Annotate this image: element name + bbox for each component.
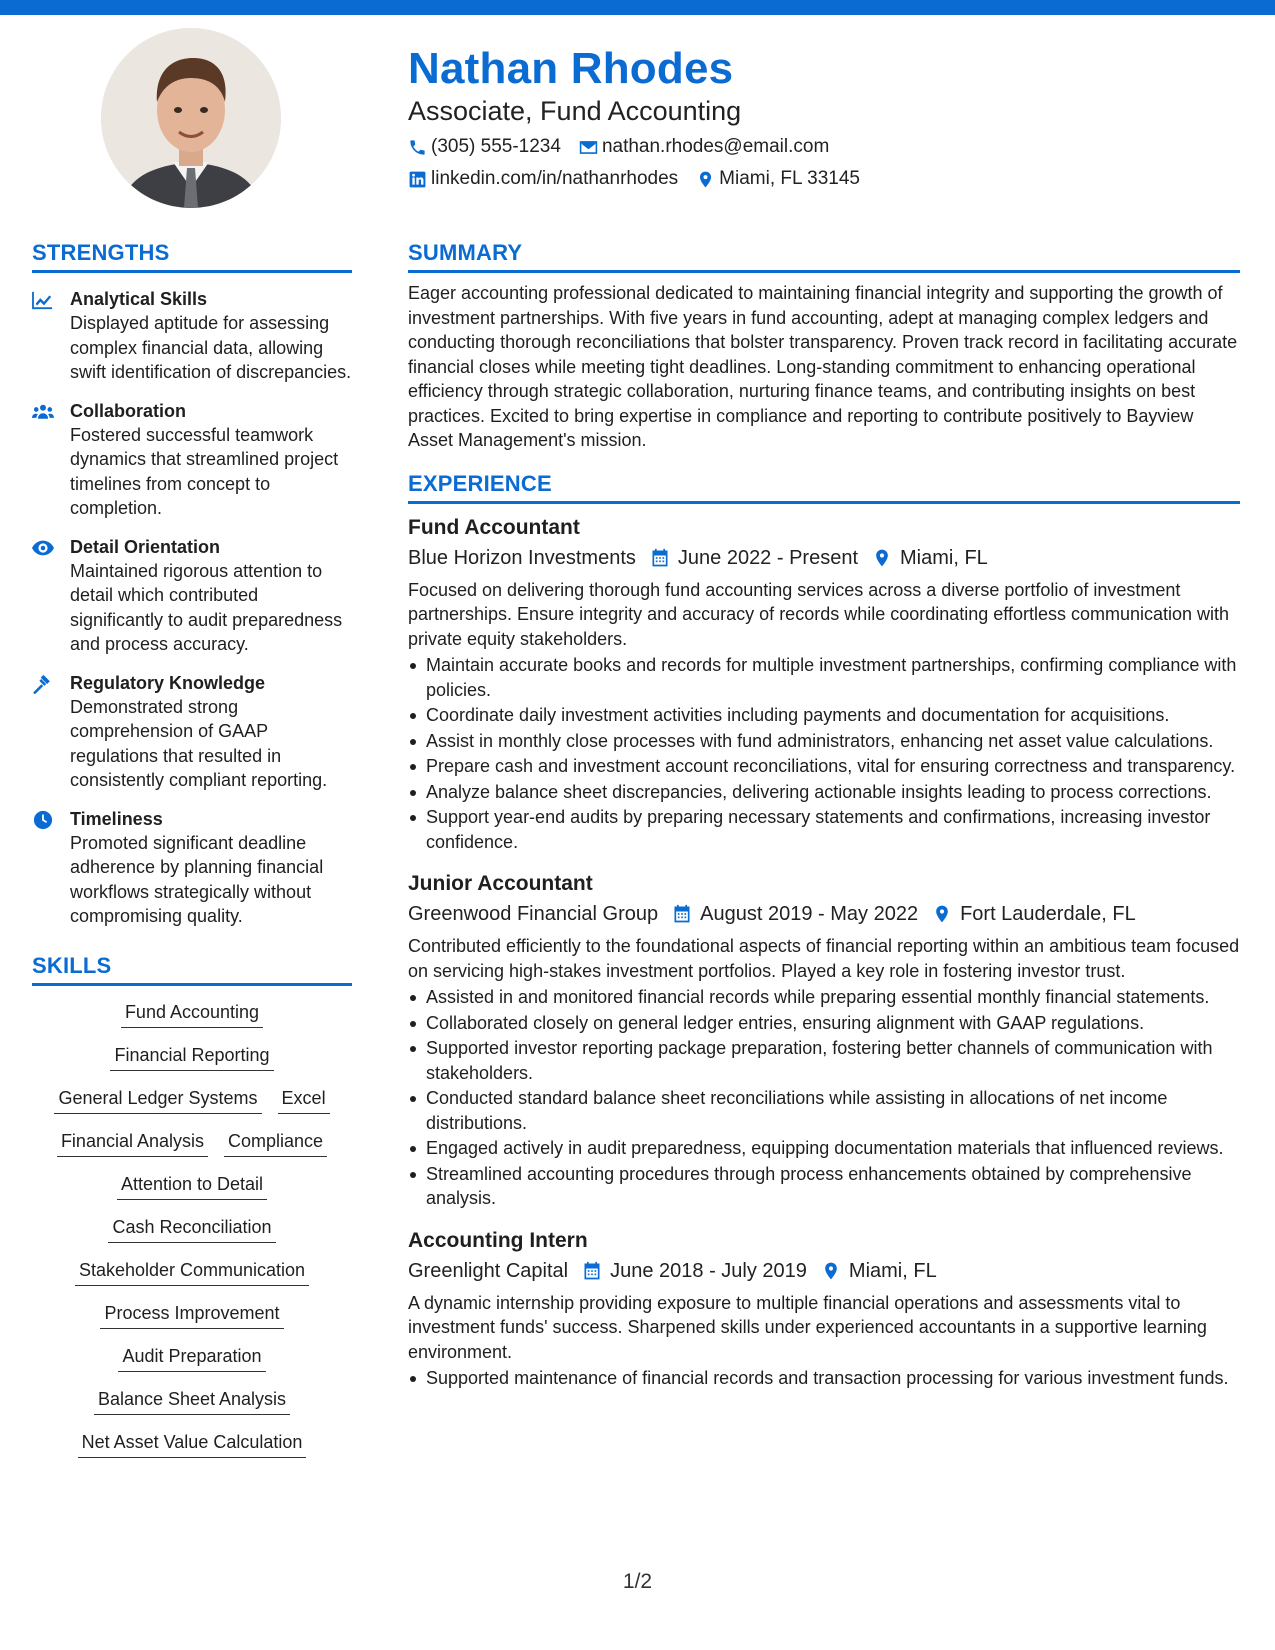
list-item: Engaged actively in audit preparedness, equipping documentation materials that influenced reviews.: [408, 1136, 1240, 1161]
chart-line-icon: [32, 290, 54, 310]
job-location: Miami, FL: [900, 546, 988, 569]
map-pin-icon: [872, 548, 892, 568]
job-location: Miami, FL: [848, 1259, 937, 1282]
list-item: Assist in monthly close processes with fund administrators, enhancing net asset value calculations.: [408, 729, 1240, 754]
eye-icon: [32, 538, 54, 558]
candidate-name: Nathan Rhodes: [408, 44, 734, 93]
job-bullets: [408, 653, 1240, 854]
left-column: [32, 238, 352, 1473]
skill-tag: Compliance: [224, 1129, 327, 1157]
map-pin-icon: [696, 170, 715, 189]
skill-tag: Financial Reporting: [110, 1043, 273, 1071]
map-pin-icon: [932, 904, 952, 924]
linkedin-text: linkedin.com/in/nathanrhodes: [431, 168, 679, 189]
top-accent-bar: [0, 0, 1275, 15]
profile-photo-illustration: [101, 28, 281, 208]
skill-row: [67, 1258, 317, 1286]
strength-desc: Fostered successful teamwork dynamics that streamlined project timelines from concept to completion.: [70, 424, 339, 518]
skill-tag: General Ledger Systems: [54, 1086, 261, 1114]
experience-heading: EXPERIENCE: [408, 469, 1240, 504]
profile-photo: [101, 28, 281, 208]
job-dates: June 2018 - July 2019: [610, 1259, 807, 1282]
job-title: Junior Accountant: [408, 872, 593, 895]
phone-item[interactable]: [408, 134, 561, 160]
list-item: Streamlined accounting procedures through process enhancements obtained by comprehensive analysis.: [408, 1162, 1240, 1211]
contact-row-1: [408, 134, 1248, 160]
strength-title: Analytical Skills: [70, 289, 208, 309]
skill-row: [86, 1387, 298, 1415]
phone-icon: [408, 138, 427, 157]
phone-text: (305) 555-1234: [431, 136, 561, 157]
list-item: Collaborated closely on general ledger entries, ensuring alignment with GAAP regulations.: [408, 1011, 1240, 1036]
list-item: Supported investor reporting package preparation, fostering better channels of communication with stakeholders.: [408, 1036, 1240, 1085]
job-entry: [408, 1227, 1240, 1391]
skill-tag: Financial Analysis: [57, 1129, 208, 1157]
job-meta: [408, 1257, 1240, 1285]
strength-item: [32, 807, 352, 929]
list-item: Support year-end audits by preparing necessary statements and confirmations, increasing investor confidence.: [408, 805, 1240, 854]
list-item: Maintain accurate books and records for multiple investment partnerships, confirming compliance with policies.: [408, 653, 1240, 702]
strength-item: [32, 535, 352, 657]
summary-heading: SUMMARY: [408, 238, 1240, 273]
skill-row: [92, 1301, 291, 1329]
candidate-title: Associate, Fund Accounting: [408, 96, 742, 126]
skills-heading: SKILLS: [32, 951, 352, 986]
strength-title: Regulatory Knowledge: [70, 672, 266, 693]
skills-list: [32, 1000, 352, 1473]
skill-tag: Balance Sheet Analysis: [94, 1387, 290, 1415]
list-item: Conducted standard balance sheet reconciliations while assisting in allocations of net income distributions.: [408, 1086, 1240, 1135]
job-dates: June 2022 - Present: [677, 546, 859, 569]
calendar-icon: [650, 548, 670, 568]
list-item: Prepare cash and investment account reconciliations, vital for ensuring correctness and transparency.: [408, 754, 1240, 779]
skill-tag: Cash Reconciliation: [108, 1215, 275, 1243]
job-bullets: [408, 1366, 1240, 1391]
email-item[interactable]: [579, 134, 829, 160]
job-description: Contributed efficiently to the foundational aspects of financial reporting within an ambitious team focused on servicing high-stakes investment portfolios. Played a key role in fostering investor trust.: [408, 936, 1240, 981]
list-item: Supported maintenance of financial records and transaction processing for various investment funds.: [408, 1366, 1240, 1391]
job-meta: [408, 900, 1240, 928]
job-company: Greenlight Capital: [408, 1259, 569, 1282]
strength-desc: Displayed aptitude for assessing complex financial data, allowing swift identification of discrepancies.: [70, 313, 352, 382]
job-company: Blue Horizon Investments: [408, 546, 636, 569]
job-location: Fort Lauderdale, FL: [960, 903, 1136, 925]
strength-item: [32, 399, 352, 521]
skill-row: [70, 1430, 315, 1458]
job-entry: [408, 514, 1240, 855]
linkedin-item[interactable]: [408, 166, 678, 192]
job-description: Focused on delivering thorough fund accounting services across a diverse portfolio of investment partnerships. Ensure integrity and accuracy of records while coordinating effortless communication with private equity stakeholders.: [408, 579, 1230, 649]
calendar-icon: [672, 904, 692, 924]
skill-tag: Audit Preparation: [118, 1344, 265, 1372]
skill-tag: Stakeholder Communication: [75, 1258, 309, 1286]
skill-row: [113, 1000, 271, 1028]
calendar-icon: [582, 1261, 602, 1281]
job-description: A dynamic internship providing exposure to multiple financial operations and assessments vital to investment funds' success. Sharpened skills under experienced accountants in a supportive learning environment.: [408, 1292, 1207, 1362]
skill-row: [109, 1172, 275, 1200]
job-title: Fund Accountant: [408, 515, 580, 539]
strength-title: Timeliness: [70, 808, 163, 829]
job-meta: [408, 544, 1240, 572]
strength-desc: Demonstrated strong comprehension of GAAP regulations that resulted in consistently compliant reporting.: [70, 696, 328, 790]
list-item: Assisted in and monitored financial records while preparing essential monthly financial statements.: [408, 985, 1240, 1010]
skill-tag: Fund Accounting: [121, 1000, 263, 1028]
list-item: Analyze balance sheet discrepancies, delivering actionable insights leading to process corrections.: [408, 780, 1240, 805]
skill-row: [102, 1043, 281, 1071]
strength-desc: Maintained rigorous attention to detail which contributed significantly to audit preparedness and process accuracy.: [70, 560, 343, 654]
users-icon: [32, 402, 54, 422]
location-item: [696, 166, 860, 192]
strengths-heading: STRENGTHS: [32, 238, 352, 273]
skill-tag: Attention to Detail: [117, 1172, 267, 1200]
location-text: Miami, FL 33145: [719, 168, 860, 189]
job-title: Accounting Intern: [408, 1228, 588, 1252]
strength-item: [32, 287, 352, 385]
page-number: 1/2: [622, 1570, 653, 1593]
list-item: Coordinate daily investment activities including payments and documentation for acquisitions.: [408, 703, 1240, 728]
clock-icon: [32, 810, 54, 830]
contact-row-2: [408, 166, 1248, 192]
gavel-icon: [32, 674, 54, 694]
skill-row: [49, 1129, 335, 1157]
skill-row: [100, 1215, 283, 1243]
resume-header: [408, 42, 1248, 192]
skill-row: [110, 1344, 273, 1372]
job-bullets: [408, 985, 1240, 1211]
skill-row: [46, 1086, 337, 1114]
email-text: nathan.rhodes@email.com: [601, 136, 830, 157]
job-company: Greenwood Financial Group: [408, 903, 659, 925]
strength-title: Collaboration: [70, 400, 186, 421]
job-entry: [408, 870, 1240, 1211]
skill-tag: Net Asset Value Calculation: [78, 1430, 307, 1458]
strength-title: Detail Orientation: [70, 536, 221, 557]
linkedin-icon: [408, 170, 427, 189]
strength-item: [32, 671, 352, 793]
right-column: [408, 238, 1240, 1391]
strength-desc: Promoted significant deadline adherence by planning financial workflows strategically without compromising quality.: [70, 832, 324, 926]
skill-tag: Process Improvement: [100, 1301, 283, 1329]
envelope-icon: [579, 138, 598, 157]
job-dates: August 2019 - May 2022: [700, 903, 919, 925]
map-pin-icon: [821, 1261, 841, 1281]
skill-tag: Excel: [278, 1086, 330, 1114]
summary-text: Eager accounting professional dedicated to maintaining financial integrity and supporting the growth of investment partnerships. With five years in fund accounting, adept at managing complex ledgers and conducting thorough reconciliations that bolster transparency. Proven track record in facilitating accurate financial closes while meeting tight deadlines. Long-standing commitment to enhancing operational efficiency through strategic collaboration, nurturing finance teams, and contributing insights on best practices. Excited to bring expertise in compliance and reporting to contribute positively to Bayview Asset Management's mission.: [408, 283, 1238, 450]
